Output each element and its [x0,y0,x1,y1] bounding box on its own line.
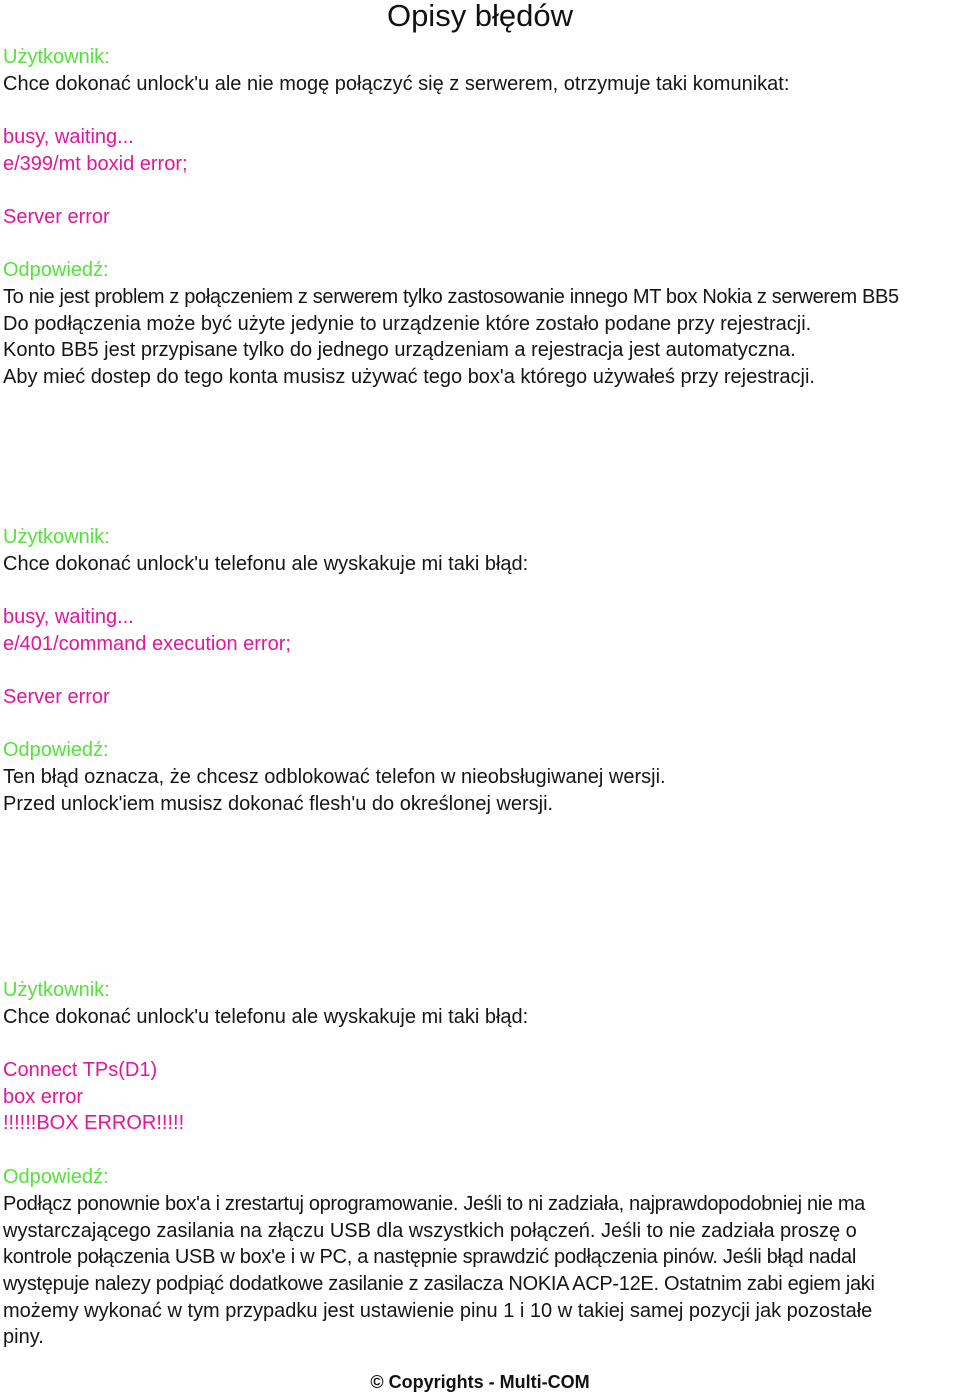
answer-line: Do podłączenia może być użyte jedynie to urządzenie które zostało podane przy rejestracji. [3,313,812,335]
error-message: !!!!!!BOX ERROR!!!!! [3,1112,185,1134]
user-label: Użytkownik: [3,46,110,68]
answer-line: Ten błąd oznacza, że chcesz odblokować telefon w nieobsługiwanej wersji. [3,766,666,788]
answer-line: możemy wykonać w tym przypadku jest ustawienie pinu 1 i 10 w takiej samej pozycji jak pozostałe [3,1300,873,1322]
user-label: Użytkownik: [3,526,110,548]
answer-line: Przed unlock'iem musisz dokonać flesh'u do określonej wersji. [3,793,554,815]
error-message: busy, waiting... [3,126,134,148]
answer-label: Odpowiedź: [3,1166,109,1188]
page-title: Opisy błędów [386,0,574,33]
user-question: Chce dokonać unlock'u telefonu ale wyskakuje mi taki błąd: [3,553,529,575]
answer-line: To nie jest problem z połączeniem z serwerem tylko zastosowanie innego MT box Nokia z serwerem BB5 [3,286,899,308]
error-message: e/399/mt boxid error; [3,153,188,175]
answer-line: wystarczającego zasilania na złączu USB dla wszystkich połączeń. Jeśli to nie zadziała proszę o [3,1220,857,1242]
answer-label: Odpowiedź: [3,259,109,281]
user-question: Chce dokonać unlock'u telefonu ale wyskakuje mi taki błąd: [3,1006,529,1028]
error-message: Connect TPs(D1) [3,1059,158,1081]
user-label: Użytkownik: [3,979,110,1001]
error-message: box error [3,1086,84,1108]
copyright-footer: © Copyrights - Multi-COM [370,1372,590,1392]
error-message: busy, waiting... [3,606,134,628]
user-question: Chce dokonać unlock'u ale nie mogę połączyć się z serwerem, otrzymuje taki komunikat: [3,73,790,95]
answer-line: Podłącz ponownie box'a i zrestartuj oprogramowanie. Jeśli to ni zadziała, najprawdopodobniej nie ma [3,1193,865,1215]
answer-line: występuje nalezy podpiąć dodatkowe zasilanie z zasilacza NOKIA ACP-12E. Ostatnim zabi egiem jaki [3,1273,875,1295]
answer-label: Odpowiedź: [3,739,109,761]
answer-line: Aby mieć dostep do tego konta musisz używać tego box'a którego używałeś przy rejestracji. [3,366,815,388]
answer-line: Konto BB5 jest przypisane tylko do jednego urządzeniam a rejestracja jest automatyczna. [3,339,796,361]
answer-line: kontrole połączenia USB w box'e i w PC, a następnie sprawdzić podłączenia pinów. Jeśli błąd nadal [3,1246,857,1268]
error-message: Server error [3,206,110,228]
answer-line: piny. [3,1326,44,1348]
error-message: Server error [3,686,110,708]
error-message: e/401/command execution error; [3,633,291,655]
